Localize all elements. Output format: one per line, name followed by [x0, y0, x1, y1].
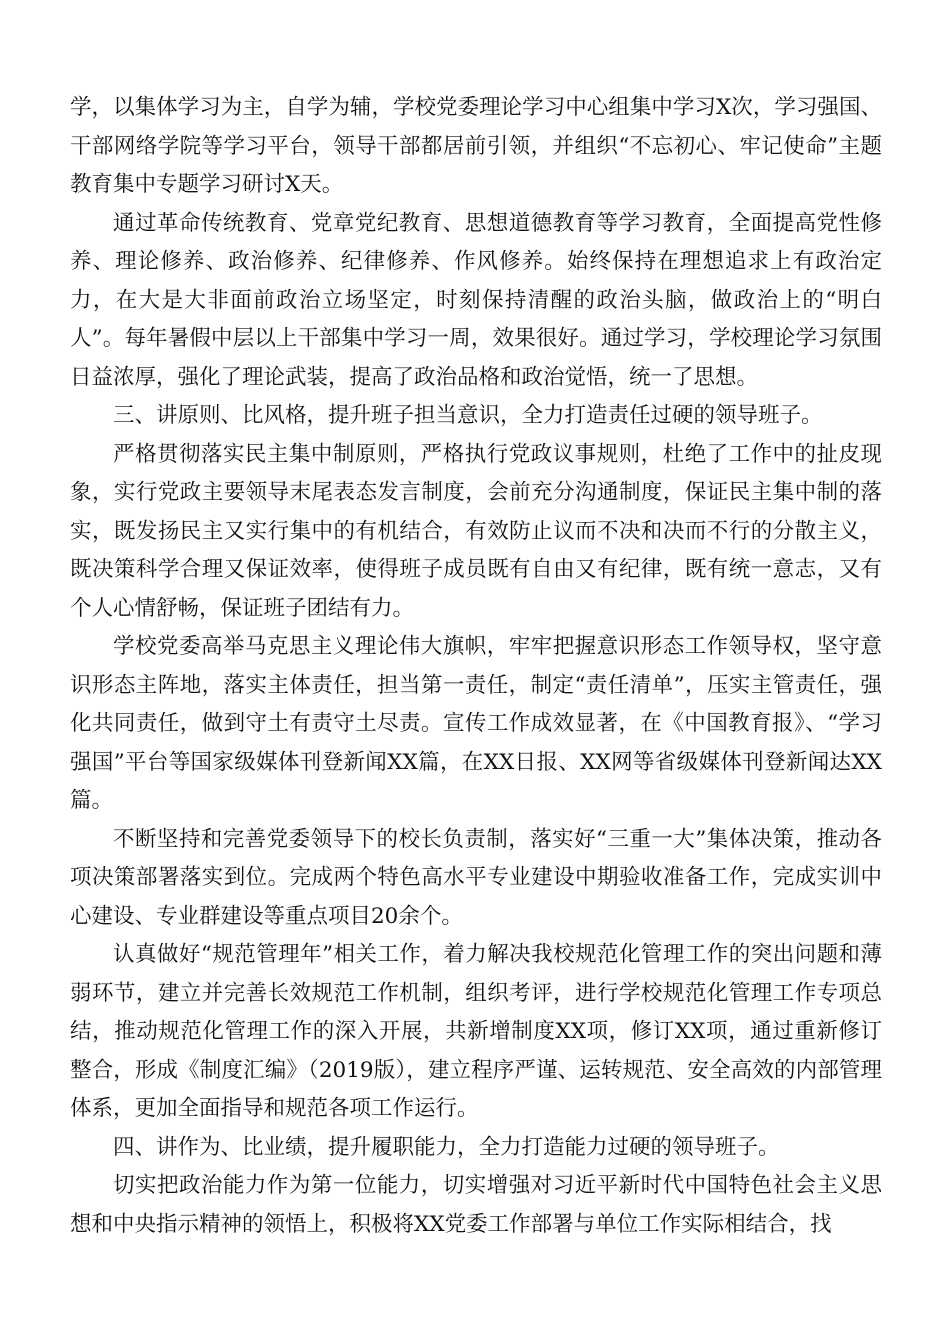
paragraph-political-capability: 切实把政治能力作为第一位能力，切实增强对习近平新时代中国特色社会主义思想和中央指示精神的领悟上，积极将XX党委工作部署与单位工作实际相结合，找	[70, 1173, 882, 1237]
section-heading-three: 三、讲原则、比风格，提升班子担当意识，全力打造责任过硬的领导班子。	[113, 403, 823, 428]
paragraph-continuation: 学，以集体学习为主，自学为辅，学校党委理论学习中心组集中学习X次，学习强国、干部网络学院等学习平台，领导干部都居前引领，并组织“不忘初心、牢记使命”主题教育集中专题学习研讨X天。	[70, 95, 882, 197]
paragraph-standard-management: 认真做好“规范管理年”相关工作，着力解决我校规范化管理工作的突出问题和薄弱环节，建立并完善长效规范工作机制，组织考评，进行学校规范化管理工作专项总结，推动规范化管理工作的深入开展，共新增制度XX项，修订XX项，通过重新修订整合，形成《制度汇编》（2019版），建立程序严谨、运转规范、安全高效的内部管理体系，更加全面指导和规范各项工作运行。	[70, 942, 882, 1121]
paragraph-study-education: 通过革命传统教育、党章党纪教育、思想道德教育等学习教育，全面提高党性修养、理论修养、政治修养、纪律修养、作风修养。始终保持在理想追求上有政治定力，在大是大非面前政治立场坚定，时刻保持清醒的政治头脑，做政治上的“明白人”。每年暑假中层以上干部集中学习一周，效果很好。通过学习，学校理论学习氛围日益浓厚，强化了理论武装，提高了政治品格和政治觉悟，统一了思想。	[70, 210, 882, 390]
document-body	[70, 89, 882, 1244]
paragraph-principal-responsibility: 不断坚持和完善党委领导下的校长负责制，落实好“三重一大”集体决策，推动各项决策部署落实到位。完成两个特色高水平专业建设中期验收准备工作，完成实训中心建设、专业群建设等重点项目20余个。	[70, 826, 882, 929]
section-heading-four: 四、讲作为、比业绩，提升履职能力，全力打造能力过硬的领导班子。	[113, 1134, 780, 1160]
paragraph-ideology-work: 学校党委高举马克思主义理论伟大旗帜，牢牢把握意识形态工作领导权，坚守意识形态主阵地，落实主体责任，担当第一责任，制定“责任清单”，压实主管责任，强化共同责任，做到守土有责守土尽责。宣传工作成效显著，在《中国教育报》、“学习强国”平台等国家级媒体刊登新闻XX篇，在XX日报、XX网等省级媒体刊登新闻达XX篇。	[70, 634, 882, 813]
paragraph-democratic-centralism: 严格贯彻落实民主集中制原则，严格执行党政议事规则，杜绝了工作中的扯皮现象，实行党政主要领导末尾表态发言制度，会前充分沟通制度，保证民主集中制的落实，既发扬民主又实行集中的有机结合，有效防止议而不决和决而不行的分散主义，既决策科学合理又保证效率，使得班子成员既有自由又有纪律，既有统一意志，又有个人心情舒畅，保证班子团结有力。	[70, 441, 882, 621]
